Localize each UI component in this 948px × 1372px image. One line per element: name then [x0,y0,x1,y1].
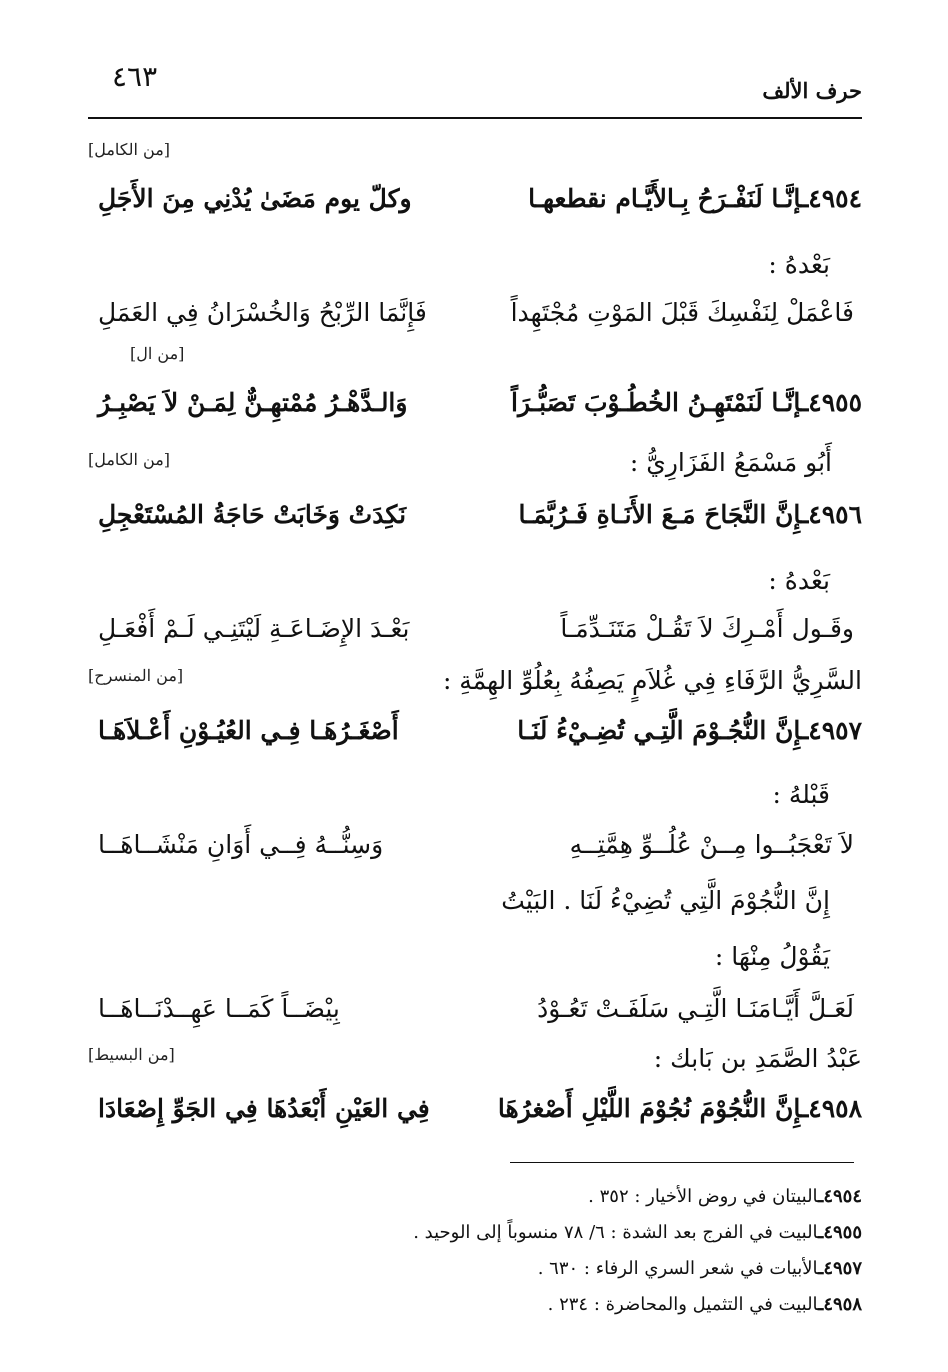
meter-label: [من المنسرح] [88,666,184,685]
verse-line [98,1094,862,1123]
footnote-number: ٤٩٥٨ـ [818,1294,862,1315]
verse-line [98,830,862,859]
page-number: ٤٦٣ [112,60,158,93]
verse-number: ٤٩٥٨ـ [800,1094,862,1123]
intro-line: بَعْدهُ : [768,250,830,279]
verse-hemistich-right: ٤٩٥٨ـإِنَّ النُّجُوْمَ نُجُوْمَ اللَّيْلِ أَصْغرُهَا [497,1094,862,1123]
verse-line [98,716,862,745]
verse-line [98,614,862,643]
verse-hemistich-right: لَعَـلَّ أَيَّـامَنَـا الَّتِـي سَلَفَـتْ تَعُـوْدُ [537,994,854,1023]
verse-line [98,388,862,417]
intro-line: أَبُو مَسْمَعُ الفَزَارِيُّ : [629,448,832,477]
verse-hemistich-left: أَصْغَـرُهَـا فِـي العُيُـوْنِ أَعْـلاَهَـا [98,716,399,745]
verse-line [98,500,862,529]
footnote-rule [510,1162,854,1163]
footnote: ٤٩٥٥ـالبيت في الفرج بعد الشدة : ٦/ ٧٨ منسوباً إلى الوحيد . [413,1222,862,1243]
verse-hemistich-left: فَإِنَّمَا الرِّبْحُ وَالخُسْرَانُ فِي العَمَلِ [98,298,427,327]
footnote-number: ٤٩٥٥ـ [818,1222,862,1243]
verse-line [98,994,862,1023]
meter-label: [من ال] [130,344,185,363]
header-rule [88,117,862,119]
verse-hemistich-left: بِيْضَــاً كَمَــا عَهِــدْنَــاهَــا [98,994,340,1023]
verse-hemistich-left: نَكِدَتْ وَخَابَتْ حَاجَةُ المُسْتَعْجِلِ [98,500,407,529]
footnote: ٤٩٥٧ـالأبيات في شعر السري الرفاء : ٦٣٠ . [537,1258,862,1279]
intro-line: عَبْدُ الصَّمَدِ بن بَابك : [653,1044,862,1073]
verse-number: ٤٩٥٥ـ [800,388,862,417]
intro-line: السَّرِيُّ الرَّفَاءِ فِي غُلاَمٍ يَصِفُهُ بِعُلُوِّ الهِمَّةِ : [442,666,862,695]
verse-hemistich-right: ٤٩٥٧ـإِنَّ النُّجُـوْمَ الَّتِـي تُضِـيْءُ لَنَـا [517,716,862,745]
verse-hemistich-left: وكلّ يوم مَضَىٰ يُدْنِي مِنَ الأَجَلِ [98,184,412,213]
verse-number: ٤٩٥٤ـ [800,184,862,213]
running-head: حرف الألف [762,78,862,103]
footnote: ٤٩٥٨ـالبيت في التثميل والمحاضرة : ٢٣٤ . [547,1294,862,1315]
meter-label: [من البسيط] [88,1045,175,1064]
verse-number: ٤٩٥٧ـ [800,716,862,745]
verse-hemistich-right: وقَـول أَمْـرِكَ لاَ تَقُـلْ مَتَنَـدِّمَـاً [560,614,854,643]
verse-line [98,184,862,213]
meter-label: [من الكامل] [88,140,171,159]
intro-line: بَعْدهُ : [768,566,830,595]
footnote: ٤٩٥٤ـالبيتان في روض الأخيار : ٣٥٢ . [588,1186,862,1207]
verse-line [98,298,862,327]
footnote-number: ٤٩٥٤ـ [818,1186,862,1207]
intro-line: إِنَّ النُّجُوْمَ الَّتِي تُضِيْءُ لَنَا . البَيْتُ [501,886,830,915]
verse-hemistich-left: وَالـدَّهْـرُ مُمْتهِـنٌّ لِمَـنْ لاَ يَصْبِـرُ [98,388,408,417]
meter-label: [من الكامل] [88,450,171,469]
verse-hemistich-right: لاَ تَعْجَبُــوا مِــنْ عُلُــوِّ هِمَّتِــهِ [569,830,854,859]
verse-hemistich-left: وَسِنُّــهُ فِــي أَوَانِ مَنْشَــاهَــا [98,830,384,859]
footnote-number: ٤٩٥٧ـ [818,1258,862,1279]
verse-hemistich-left: بَعْـدَ الإِضَـاعَـةِ لَيْتَنِـي لَـمْ أَفْعَـلِ [98,614,410,643]
intro-line: يَقُوْلُ مِنْهَا : [714,942,830,971]
verse-hemistich-right: فَاعْمَلْ لِنَفْسِكَ قَبْلَ المَوْتِ مُجْتَهِداً [510,298,854,327]
verse-hemistich-left: فِي العَيْنِ أَبْعَدُهَا فِي الجَوِّ إِصْعَادَا [98,1094,430,1123]
intro-line: قَبْلهُ : [772,780,830,809]
verse-hemistich-right: ٤٩٥٦ـإِنَّ النَّجَاحَ مَـعَ الأَنَـاةِ فَـرُبَّمَـا [518,500,862,529]
verse-hemistich-right: ٤٩٥٥ـإنَّـا لَنَمْتَهِـنُ الخُطُـوْبَ تَصَبُّـرَاً [511,388,862,417]
verse-hemistich-right: ٤٩٥٤ـإنَّـا لَنَفْـرَحُ بِـالأَيَّـام نقطعهـا [528,184,862,213]
verse-number: ٤٩٥٦ـ [800,500,862,529]
